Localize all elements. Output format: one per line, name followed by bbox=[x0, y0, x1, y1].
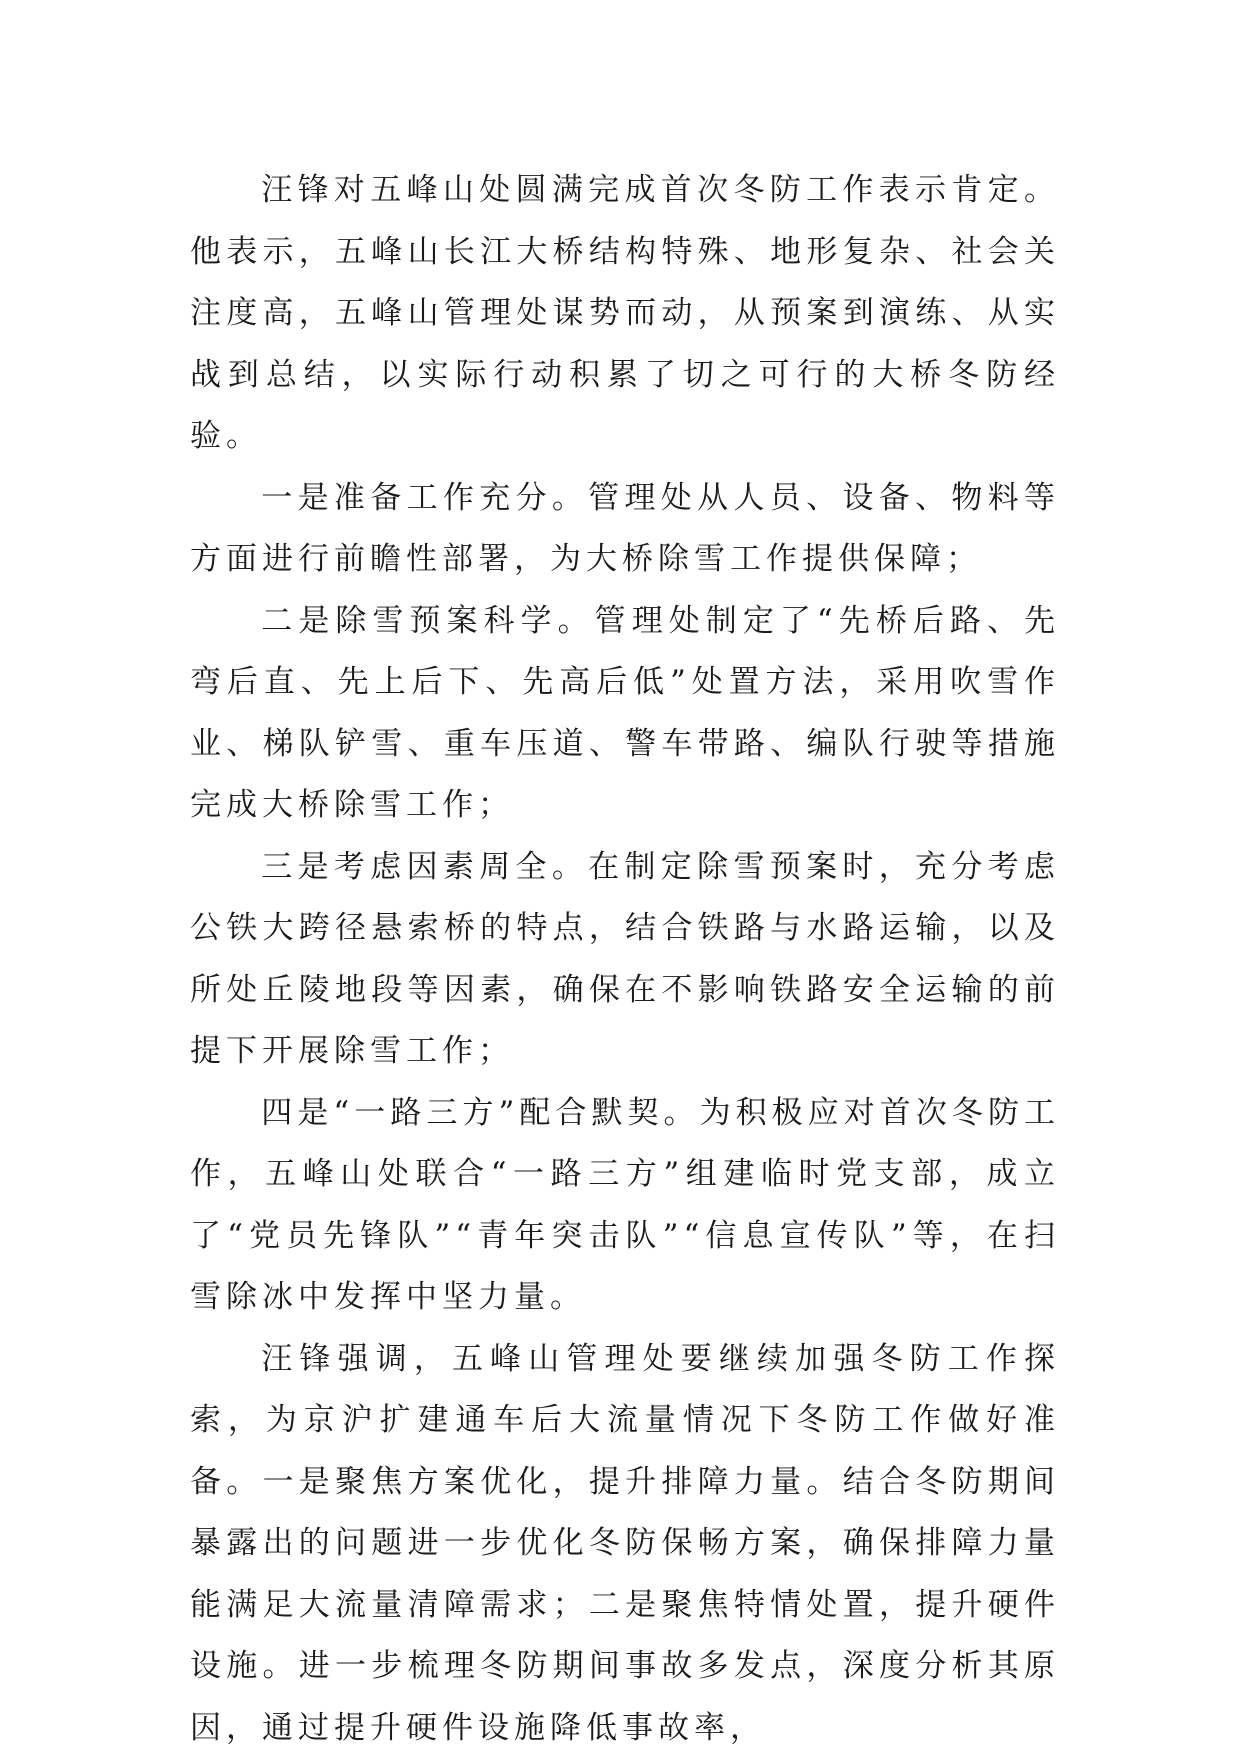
paragraph-point-two: 二是除雪预案科学。管理处制定了“先桥后路、先弯后直、先上后下、先高后低”处置方法，采用吹雪作业、梯队铲雪、重车压道、警车带路、编队行驶等措施完成大桥除雪工作； bbox=[190, 591, 1060, 837]
paragraph-point-one: 一是准备工作充分。管理处从人员、设备、物料等方面进行前瞻性部署，为大桥除雪工作提供保障； bbox=[190, 468, 1060, 591]
paragraph-emphasis: 汪锋强调，五峰山管理处要继续加强冬防工作探索，为京沪扩建通车后大流量情况下冬防工作做好准备。一是聚焦方案优化，提升排障力量。结合冬防期间暴露出的问题进一步优化冬防保畅方案，确保排障力量能满足大流量清障需求；二是聚焦特情处置，提升硬件设施。进一步梳理冬防期间事故多发点，深度分析其原因，通过提升硬件设施降低事故率， bbox=[190, 1329, 1060, 1759]
paragraph-point-four: 四是“一路三方”配合默契。为积极应对首次冬防工作，五峰山处联合“一路三方”组建临时党支部，成立了“党员先锋队”“青年突击队”“信息宣传队”等，在扫雪除冰中发挥中坚力量。 bbox=[190, 1083, 1060, 1329]
paragraph-affirmation: 汪锋对五峰山处圆满完成首次冬防工作表示肯定。他表示，五峰山长江大桥结构特殊、地形复杂、社会关注度高，五峰山管理处谋势而动，从预案到演练、从实战到总结，以实际行动积累了切之可行的大桥冬防经验。 bbox=[190, 160, 1060, 468]
document-body bbox=[190, 160, 1060, 1759]
paragraph-point-three: 三是考虑因素周全。在制定除雪预案时，充分考虑公铁大跨径悬索桥的特点，结合铁路与水路运输，以及所处丘陵地段等因素，确保在不影响铁路安全运输的前提下开展除雪工作； bbox=[190, 837, 1060, 1083]
